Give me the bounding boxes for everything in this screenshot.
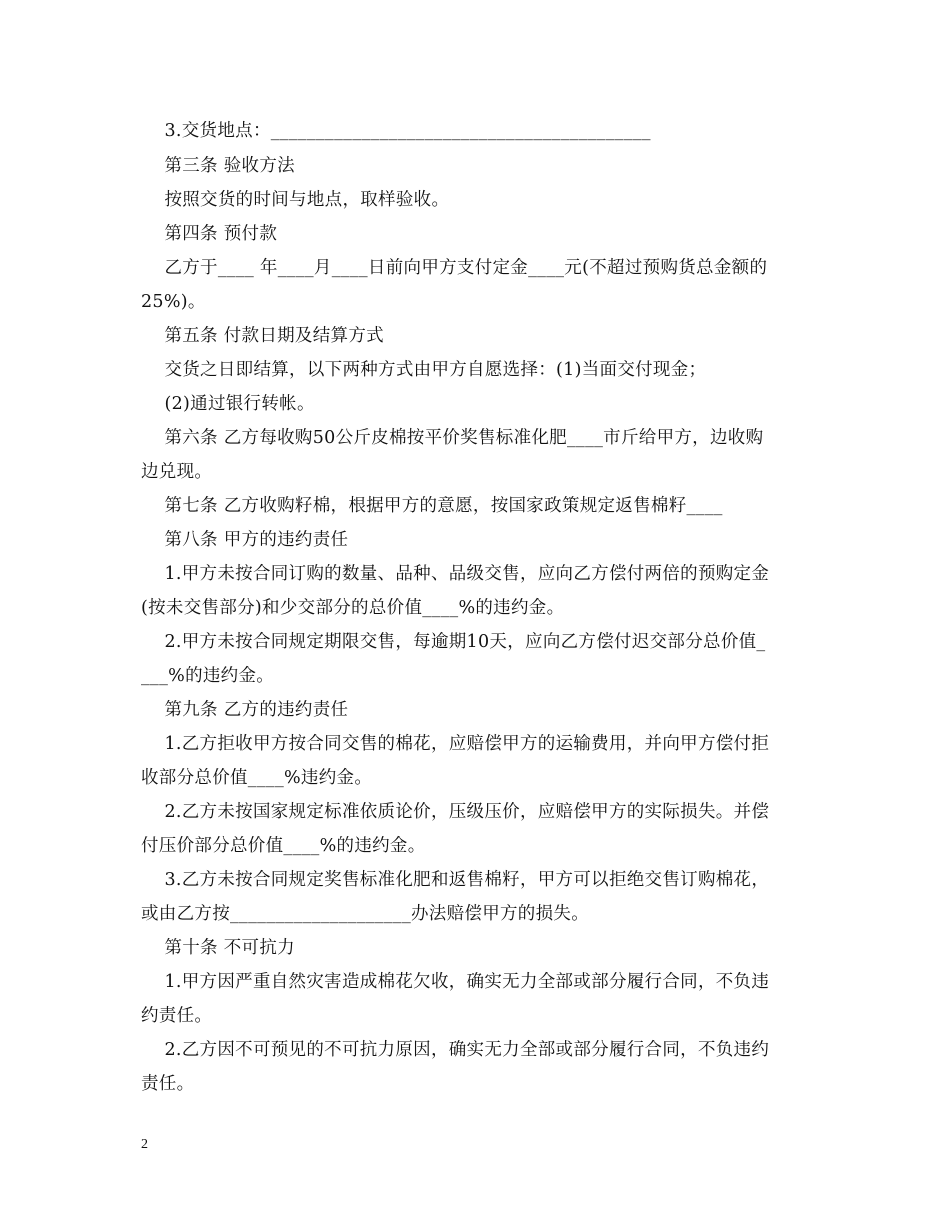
text-line: 第三条 验收方法 [141,156,295,176]
text-line: (按未交售部分)和少交部分的总价值____%的违约金。 [141,598,565,618]
text-line: 第四条 预付款 [141,224,278,244]
text-line: 付压价部分总价值____%的违约金。 [141,836,426,856]
text-line: 第十条 不可抗力 [141,938,295,958]
text-line: ___%的违约金。 [141,666,275,686]
text-line: 第五条 付款日期及结算方式 [141,326,384,346]
text-line: 3.乙方未按合同规定奖售标准化肥和返售棉籽，甲方可以拒绝交售订购棉花， [141,870,770,890]
text-line: 第七条 乙方收购籽棉，根据甲方的意愿，按国家政策规定返售棉籽____ [141,496,723,516]
text-line: (2)通过银行转帐。 [141,394,315,414]
text-line: 乙方于____ 年____月____日前向甲方支付定金____元(不超过预购货总金额的 [141,258,768,278]
text-line: 1.甲方未按合同订购的数量、品种、品级交售，应向乙方偿付两倍的预购定金 [141,564,770,584]
text-line: 约责任。 [141,1006,213,1026]
text-line: 第八条 甲方的违约责任 [141,530,349,550]
text-line: 责任。 [141,1074,195,1094]
text-line: 25%)。 [141,292,206,312]
text-line: 收部分总价值____%违约金。 [141,768,373,788]
text-line: 交货之日即结算，以下两种方式由甲方自愿选择：(1)当面交付现金； [141,360,707,380]
text-line: 3.交货地点：__________________________________________ [141,121,651,141]
text-line: 第六条 乙方每收购50公斤皮棉按平价奖售标准化肥____市斤给甲方，边收购 [141,428,764,448]
text-line: 边兑现。 [141,462,213,482]
text-line: 2.甲方未按合同规定期限交售，每逾期10天，应向乙方偿付迟交部分总价值_ [141,632,766,652]
page-number: 2 [141,1137,148,1152]
text-line: 按照交货的时间与地点，取样验收。 [141,190,450,210]
text-line: 1.乙方拒收甲方按合同交售的棉花，应赔偿甲方的运输费用，并向甲方偿付拒 [141,734,770,754]
text-line: 第九条 乙方的违约责任 [141,700,349,720]
text-line: 或由乙方按____________________办法赔偿甲方的损失。 [141,904,589,924]
text-line: 2.乙方未按国家规定标准依质论价，压级压价，应赔偿甲方的实际损失。并偿 [141,802,770,822]
text-line: 1.甲方因严重自然灾害造成棉花欠收，确实无力全部或部分履行合同，不负违 [141,972,770,992]
text-line: 2.乙方因不可预见的不可抗力原因，确实无力全部或部分履行合同，不负违约 [141,1040,770,1060]
